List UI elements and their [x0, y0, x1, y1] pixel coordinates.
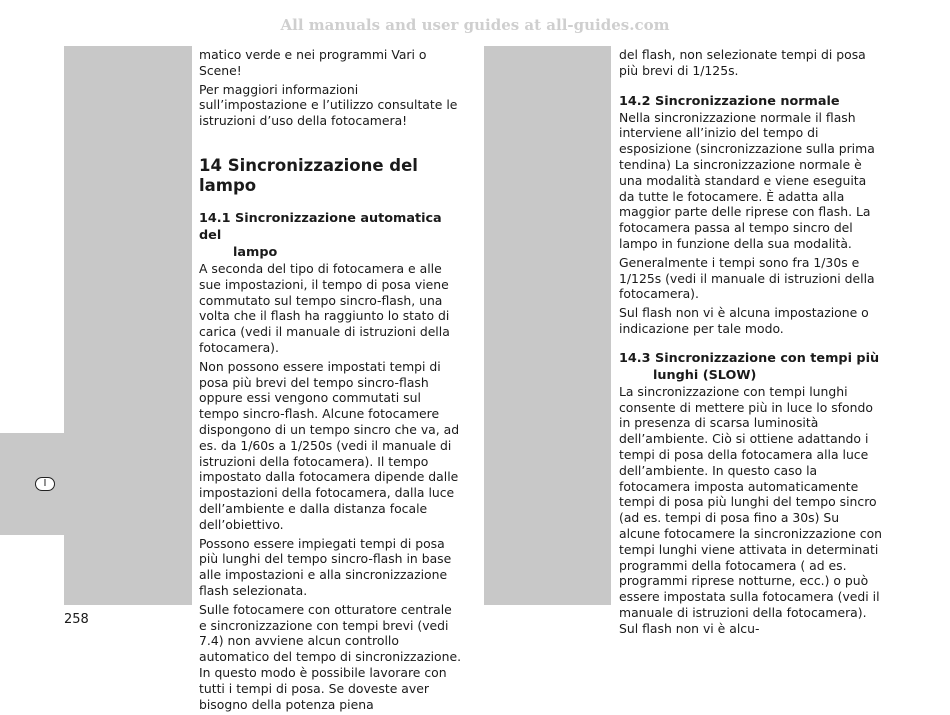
- left-column: [199, 47, 463, 715]
- heading-line: lunghi (SLOW): [653, 367, 757, 383]
- page-number: 258: [64, 612, 89, 627]
- paragraph: matico verde e nei programmi Vari o Scene!: [199, 47, 427, 78]
- subsection-heading: 14.2 Sincronizzazione normale: [619, 93, 840, 109]
- paragraph: Sulle fotocamere con otturatore centrale e sincronizzazione con tempi brevi (vedi 7.4) non avviene alcun controllo automatico del tempo di sincronizzazione. In questo modo è possibile lavorare con tutti i tempi di posa. Se doveste aver bisogno della potenza piena: [199, 601, 462, 712]
- paragraph: Nella sincronizzazione normale il flash interviene all’inizio del tempo di esposizione (sincronizzazione sulla prima tendina) La sincronizzazione normale è una modalità standard e viene eseguita da tutte le fotocamere. È adatta alla maggior parte delle riprese con flash. La fotocamera passa al tempo sincro del lampo in funzione della sua modalità.: [619, 109, 875, 251]
- language-badge: I: [35, 477, 55, 491]
- right-column: [619, 47, 883, 640]
- left-margin-bar: [64, 46, 192, 605]
- paragraph: Possono essere impiegati tempi di posa più lunghi del tempo sincro-flash in base alle impostazioni e alla sincronizzazione flash selezionata.: [199, 535, 452, 598]
- heading-line: 14.1 Sincronizzazione automatica del: [199, 210, 442, 243]
- paragraph: Sul flash non vi è alcuna impostazione o indicazione per tale modo.: [619, 305, 869, 336]
- subsection-heading: [619, 350, 883, 384]
- watermark: All manuals and user guides at all-guides.com: [280, 16, 670, 34]
- paragraph: Per maggiori informazioni sull’impostazione e l’utilizzo consultate le istruzioni d’uso della fotocamera!: [199, 81, 458, 129]
- paragraph: La sincronizzazione con tempi lunghi consente di mettere più in luce lo sfondo in presenza di scarsa luminosità dell’ambiente. Ciò si ottiene adattando i tempi di posa della fotocamera alla luce dell’ambiente. In questo caso la fotocamera imposta automaticamente tempi di posa più lunghi del tempo sincro (ad es. tempi di posa fino a 30s) Su alcune fotocamere la sincronizzazione con tempi lunghi viene attivata in determinati programmi della fotocamera ( ad es. programmi riprese notturne, ecc.) o può essere impostata sulla fotocamera (vedi il manuale di istruzioni della fotocamera). Sul flash non vi è alcu-: [619, 383, 883, 636]
- paragraph: Generalmente i tempi sono fra 1/30s e 1/125s (vedi il manuale di istruzioni della fotocamera).: [619, 254, 875, 302]
- paragraph: Non possono essere impostati tempi di posa più brevi del tempo sincro-flash oppure essi vengono commutati sul tempo sincro-flash. Alcune fotocamere dispongono di un tempo sincro che va, ad es. da 1/60s a 1/250s (vedi il manuale di istruzioni della fotocamera). Il tempo impostato dalla fotocamera dipende dalle impostazioni della fotocamera, dalla luce dell’ambiente e dalla distanza focale dell’obiettivo.: [199, 358, 460, 532]
- heading-line: lampo: [233, 244, 278, 260]
- middle-margin-bar: [484, 46, 611, 605]
- heading-line: 14.3 Sincronizzazione con tempi più: [619, 350, 880, 366]
- paragraph: A seconda del tipo di fotocamera e alle sue impostazioni, il tempo di posa viene commutato sul tempo sincro-flash, una volta che il flash ha raggiunto lo stato di carica (vedi il manuale di istruzioni della fotocamera).: [199, 260, 450, 355]
- section-heading: 14 Sincronizzazione del lampo: [199, 155, 418, 195]
- subsection-heading: [199, 210, 463, 261]
- paragraph: del flash, non selezionate tempi di posa più brevi di 1/125s.: [619, 47, 866, 78]
